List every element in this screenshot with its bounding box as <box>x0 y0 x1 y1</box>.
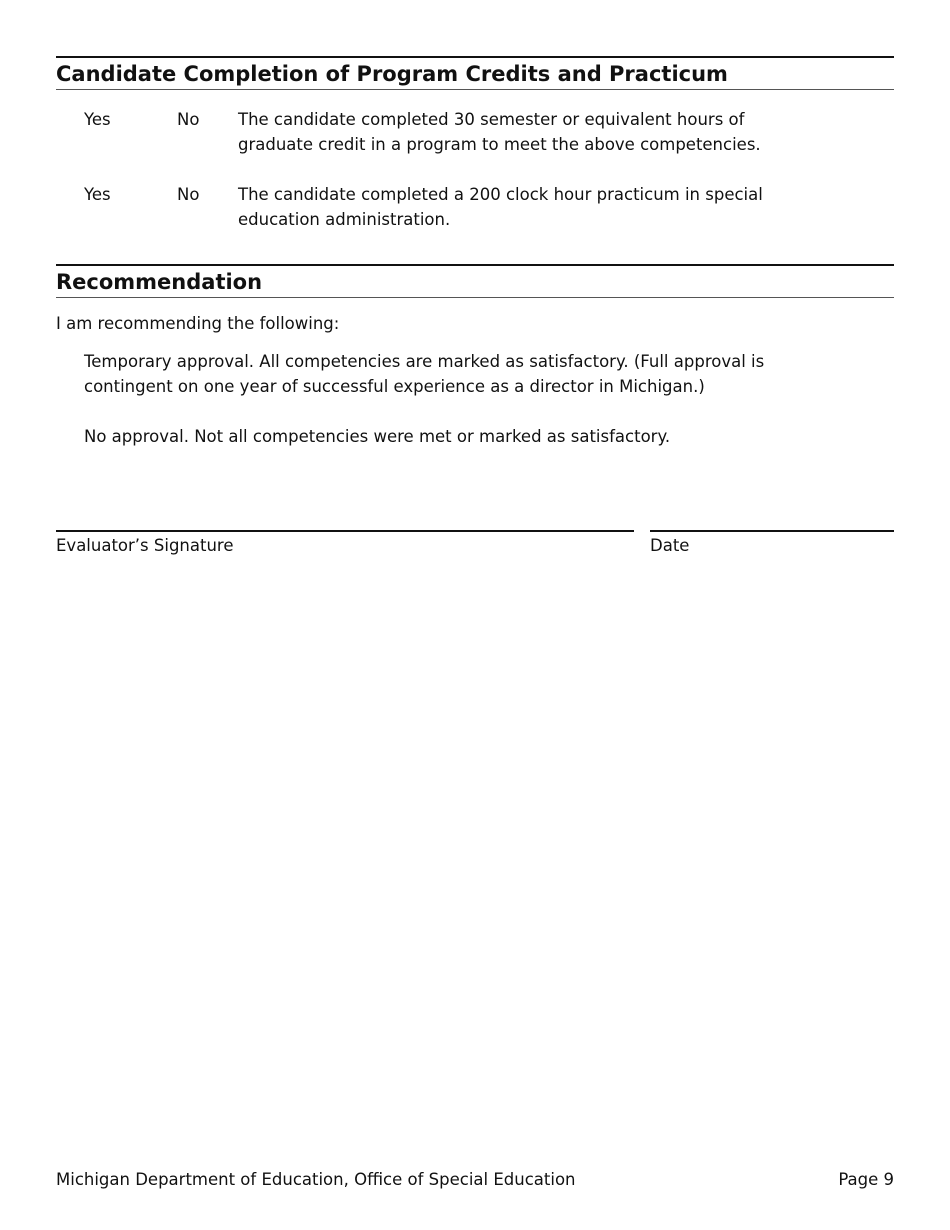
practicum-statement: The candidate completed a 200 clock hour practicum in special education administration. <box>238 185 763 229</box>
page-number: Page 9 <box>838 1170 894 1189</box>
recommendation-intro: I am recommending the following: <box>56 314 340 333</box>
credits-statement: The candidate completed 30 semester or equivalent hours of graduate credit in a program to meet the above competencies. <box>238 110 761 154</box>
no-option[interactable]: No <box>177 110 200 129</box>
evaluator-signature-line[interactable] <box>56 530 634 532</box>
date-label: Date <box>650 536 690 555</box>
credits-section-heading: Candidate Completion of Program Credits and Practicum <box>56 56 894 90</box>
footer-organization: Michigan Department of Education, Office of Special Education <box>56 1170 576 1189</box>
no-option[interactable]: No <box>177 185 200 204</box>
recommendation-section-heading: Recommendation <box>56 264 894 298</box>
yes-option[interactable]: Yes <box>84 185 111 204</box>
temporary-approval-option[interactable]: Temporary approval. All competencies are marked as satisfactory. (Full approval is contingent on one year of successful experience as a director in Michigan.) <box>84 352 765 396</box>
document-page <box>56 0 894 1230</box>
date-line[interactable] <box>650 530 894 532</box>
evaluator-signature-label: Evaluator’s Signature <box>56 536 234 555</box>
yes-option[interactable]: Yes <box>84 110 111 129</box>
no-approval-option[interactable]: No approval. Not all competencies were met or marked as satisfactory. <box>84 427 671 446</box>
